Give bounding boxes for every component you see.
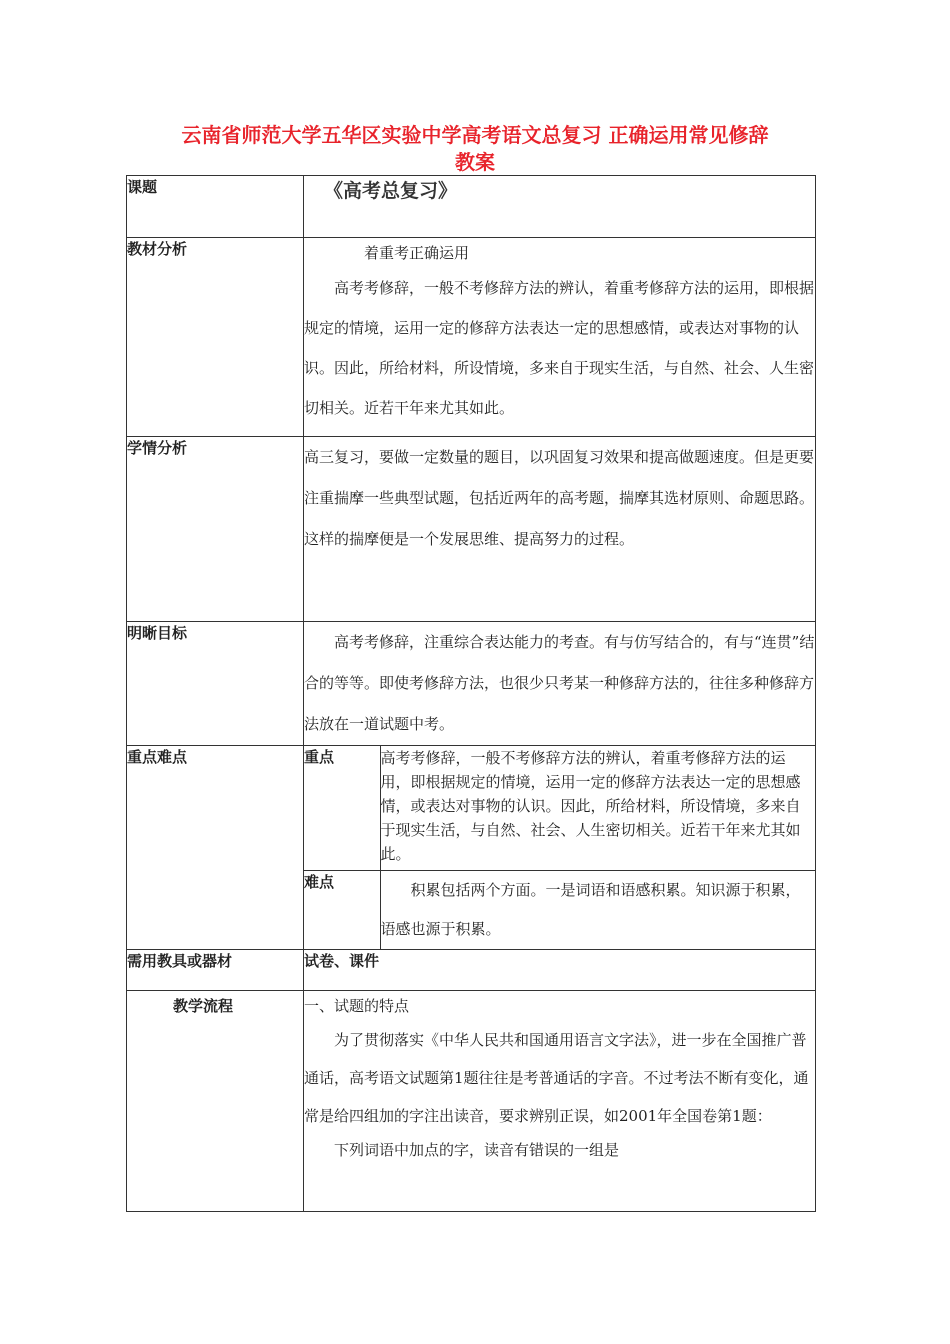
- document-title: [0, 122, 950, 176]
- title-line-1: 云南省师范大学五华区实验中学高考语文总复习 正确运用常见修辞: [181, 123, 769, 147]
- difficult-text: 积累包括两个方面。一是词语和语感积累。知识源于积累，语感也源于积累。: [380, 880, 801, 938]
- row-process: [127, 991, 816, 1212]
- key-text: 高考考修辞，一般不考修辞方法的辨认，着重考修辞方法的运用，即根据规定的情境，运用一定的修辞方法表达一定的思想感情，或表达对事物的认识。因此，所给材料，所设情境，多来自于现实生活，与自然、社会、人生密切相关。近若干年来尤其如此。: [380, 746, 815, 870]
- row-topic: [127, 176, 816, 238]
- student-analysis-label: 学情分析: [127, 437, 304, 622]
- row-student-analysis: [127, 437, 816, 622]
- objectives-text: 高考考修辞，注重综合表达能力的考查。有与仿写结合的，有与“连贯”结合的等等。即使考修辞方法，也很少只考某一种修辞方法的，往往多种修辞方法放在一道试题中考。: [304, 633, 815, 733]
- tools-value: 试卷、课件: [304, 950, 816, 991]
- student-analysis-text: 高三复习，要做一定数量的题目，以巩固复习效果和提高做题速度。但是更要注重揣摩一些典型试题，包括近两年的高考题，揣摩其选材原则、命题思路。这样的揣摩便是一个发展思维、提高努力的过程。: [304, 448, 815, 548]
- process-question: 下列词语中加点的字，读音有错误的一组是: [334, 1141, 620, 1159]
- material-analysis-cell: [304, 238, 816, 437]
- row-key-points: [127, 746, 816, 950]
- material-analysis-label: 教材分析: [127, 238, 304, 437]
- topic-value: 《高考总复习》: [324, 180, 458, 202]
- row-objectives: [127, 622, 816, 746]
- process-text: 为了贯彻落实《中华人民共和国通用语言文字法》，进一步在全国推广普通话，高考语文试题第1题往往是考普通话的字音。不过考法不断有变化，通常是给四组加的字注出读音，要求辨别正误，如2001年全国卷第1题：: [304, 1031, 809, 1125]
- topic-cell: [304, 176, 816, 238]
- difficult-cell: [380, 870, 815, 949]
- tools-label: 需用教具或器材: [127, 950, 304, 991]
- title-line-2: 教案: [455, 150, 495, 174]
- objectives-cell: [304, 622, 816, 746]
- key-points-cell: [304, 746, 816, 950]
- process-cell: [304, 991, 816, 1212]
- material-analysis-text: 高考考修辞，一般不考修辞方法的辨认，着重考修辞方法的运用，即根据规定的情境，运用一定的修辞方法表达一定的思想感情，或表达对事物的认识。因此，所给材料，所设情境，多来自于现实生活，与自然、社会、人生密切相关。近若干年来尤其如此。: [304, 279, 815, 417]
- process-heading: 一、试题的特点: [304, 997, 410, 1015]
- key-row: [304, 746, 815, 870]
- topic-label: 课题: [127, 176, 304, 238]
- key-label: 重点: [304, 746, 380, 870]
- lesson-plan-table: [126, 175, 816, 1212]
- key-points-inner-table: [304, 746, 815, 949]
- material-analysis-line1: 着重考正确运用: [364, 244, 470, 262]
- row-tools: [127, 950, 816, 991]
- process-label: 教学流程: [127, 991, 304, 1212]
- student-analysis-cell: [304, 437, 816, 622]
- difficult-label: 难点: [304, 870, 380, 949]
- row-material-analysis: [127, 238, 816, 437]
- key-points-label: 重点难点: [127, 746, 304, 950]
- objectives-label: 明晰目标: [127, 622, 304, 746]
- difficult-row: [304, 870, 815, 949]
